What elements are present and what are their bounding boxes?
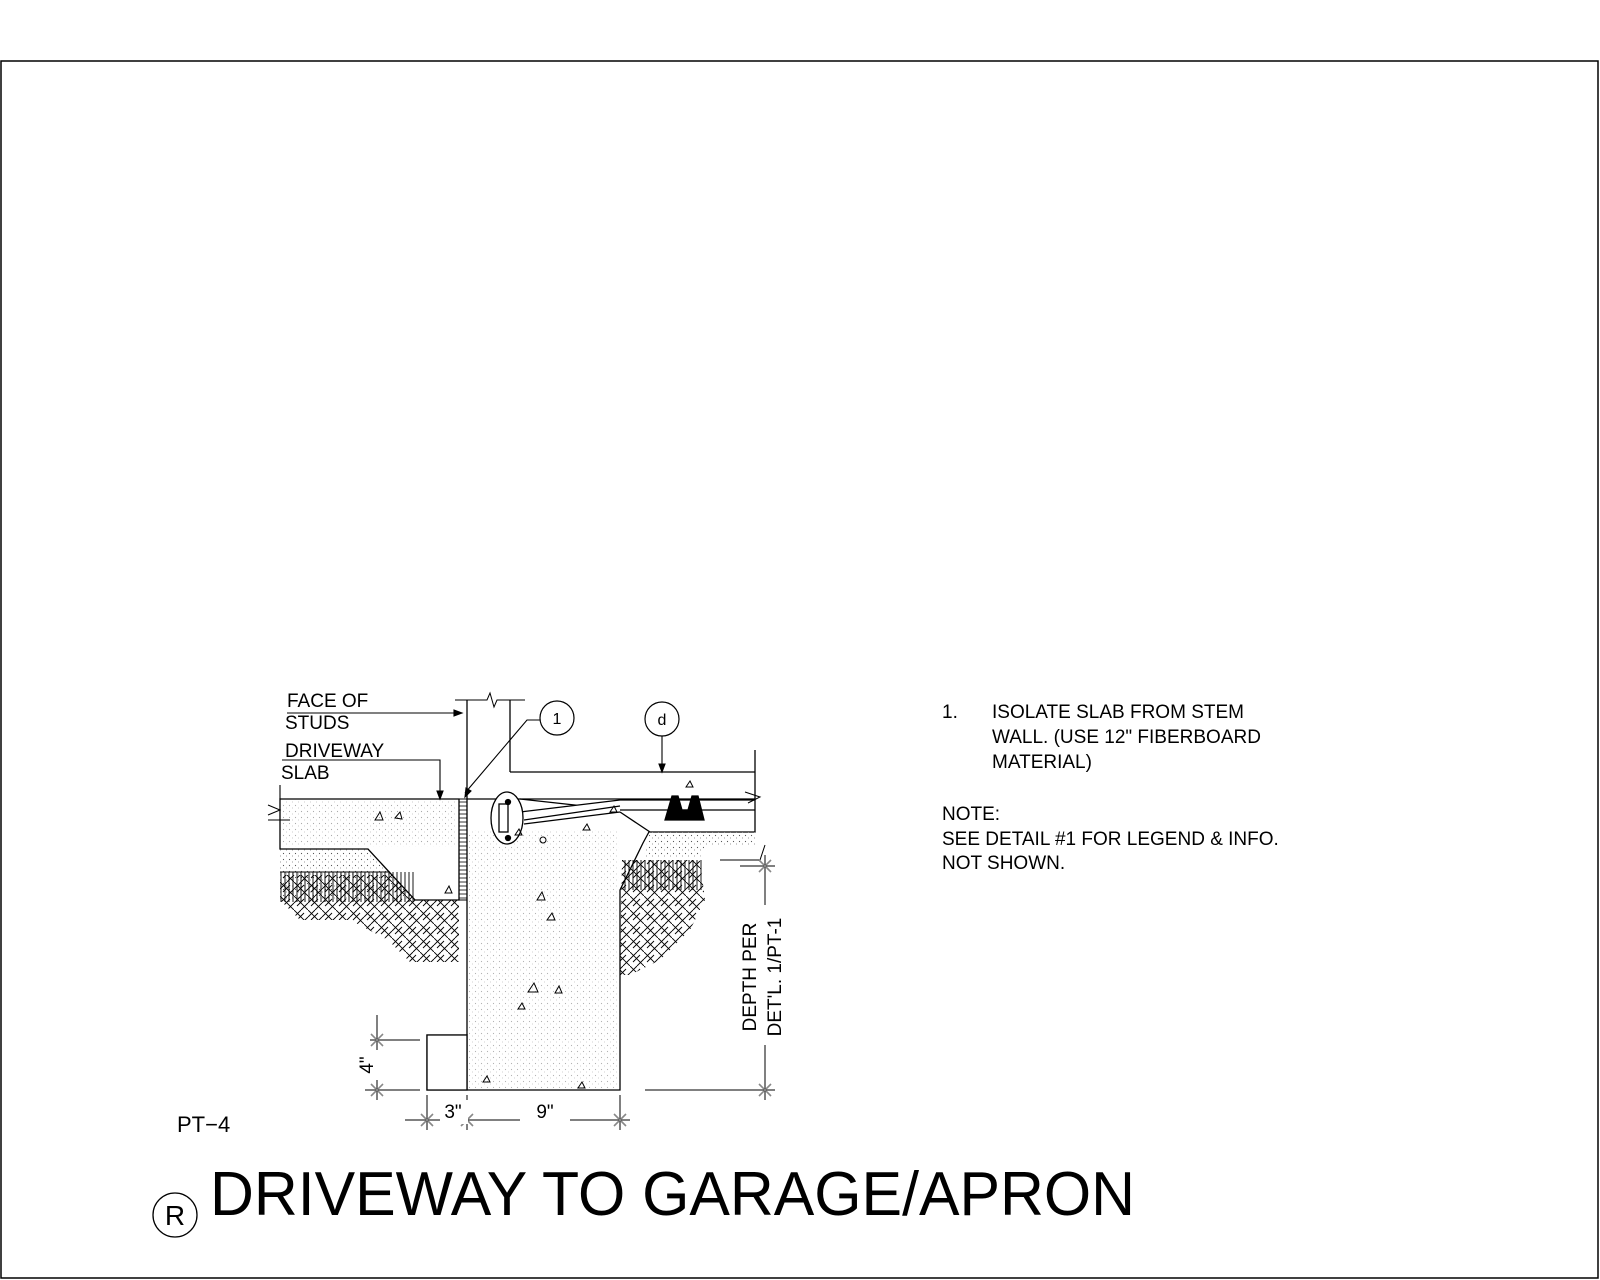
note-item-line-1: ISOLATE SLAB FROM STEM [992,702,1244,723]
sheet-id: PT−4 [177,1112,231,1137]
dim-step-height: 4" [357,1056,378,1074]
depth-label-1: DEPTH PER [740,922,761,1032]
note-line-1: SEE DETAIL #1 FOR LEGEND & INFO. [942,829,1279,850]
note-item-number: 1. [942,702,958,723]
notes-block [942,702,1279,874]
scale-mark-letter: R [164,1200,186,1231]
driveway-slab-label-2: SLAB [281,763,330,784]
section-detail [268,781,765,1090]
note-item-line-2: WALL. (USE 12" FIBERBOARD [992,727,1261,748]
face-of-studs-label: FACE OF [287,691,369,712]
callout-1-label: 1 [552,711,562,728]
face-of-studs-label-2: STUDS [285,713,350,734]
depth-label-2: DET'L. 1/PT-1 [765,917,786,1037]
driveway-slab-label: DRIVEWAY [285,741,385,762]
dim-toe-width: 3" [444,1102,462,1123]
note-item-line-3: MATERIAL) [992,752,1092,773]
stud-wall [455,693,755,800]
callout-d-label: d [657,712,667,729]
sheet-border [1,61,1598,1278]
note-line-2: NOT SHOWN. [942,853,1066,874]
callout-1 [540,701,574,735]
callout-d [645,702,679,736]
note-heading: NOTE: [942,804,1001,825]
dim-footing-width: 9" [536,1102,554,1123]
detail-title: DRIVEWAY TO GARAGE/APRON [210,1160,1135,1229]
